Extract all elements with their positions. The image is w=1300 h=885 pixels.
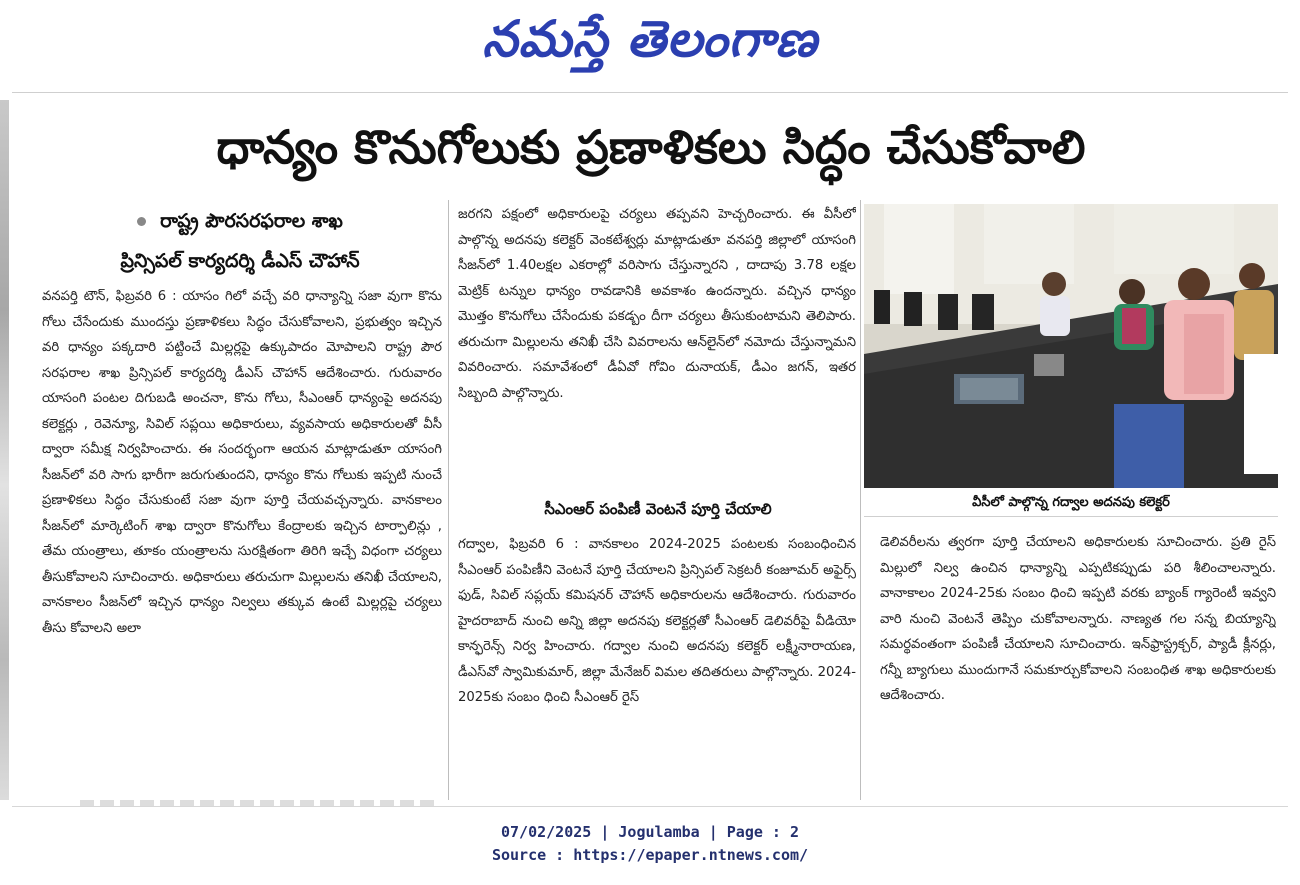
subhead-line1: [40, 210, 440, 237]
news-photo: [864, 204, 1278, 488]
headline: ధాన్యం కొనుగోలుకు ప్రణాళికలు సిద్ధం చేసుకోవాలి: [216, 120, 1086, 174]
column-1-text: వనపర్తి టౌన్, ఫిబ్రవరి 6 : యాసం గిలో వచ్చే వరి ధాన్యాన్ని సజా వుగా కొను గోలు చేసేందుకు ముందస్తు ప్రణాళికలు సిద్ధం చేసుకోవాలని, ప్రభుత్వం ఇచ్చిన వరి ధాన్యం పక్కదారి పట్టించే మిల్లర్లపై ఉక్కుపాదం మోపాలని రాష్ట్ర పౌర సరఫరాల శాఖ ప్రిన్సిపల్ కార్యదర్శి డీఎస్ చౌహాన్ ఆదేశించారు. గురువారం యాసంగి పంటల దిగుబడి అంచనా, కొను గోలు, సీఎంఆర్ ధాన్యంపై అదనపు కలెక్టర్లు , రెవెన్యూ, సివిల్ సప్లయి అధికారులు, వ్యవసాయ అధికారులతో వీసీ ద్వారా సమీక్ష నిర్వహించారు. ఈ సందర్భంగా ఆయన మాట్లాడుతూ యాసంగి సీజన్‌లో వరి సాగు భారీగా జరుగుతుందని, ధాన్యం కొను గోలుకు ఇప్పటి నుంచే ప్రణాళికలు సిద్ధం చేసుకుంటే సజా వుగా పూర్తి చేయవచ్చన్నారు. వానకాలం సీజన్‌లో మార్కెటింగ్ శాఖ ద్వారా కొనుగోలు కేంద్రాలకు ఇచ్చిన టార్పాలిన్లు , తేమ యంత్రాలు, తూకం యంత్రాలను సురక్షితంగా తిరిగి ఇచ్చే విధంగా చర్యలు తీసుకోవాలని సూచించారు. అధికారులు తరుచుగా మిల్లులను తనిఖీ చేయాలని, వానకాలం సీజన్‌లో ఇచ్చిన ధాన్యం నిల్వలు తక్కువ ఉంటే మిల్లర్లపై చర్యలు తీసు కోవాలని అలా: [42, 289, 442, 636]
column-3-text: డెలివరీలను త్వరగా పూర్తి చేయాలని అధికారులకు సూచించారు. ప్రతి రైస్ మిల్లులో నిల్వ ఉంచిన ధాన్యాన్ని ఎప్పటికప్పుడు పరి శీలించాలన్నారు. వానాకాలం 2024-25కు సంబం ధించి ఇప్పటి వరకు బ్యాంక్ గ్యారెంటీ ఇవ్వని వారి నుంచి వెంటనే తెప్పిం చుకోవాలన్నారు. నాణ్యత గల సన్న బియ్యాన్ని సమర్థవంతంగా పంపిణీ చేయాలని సూచించారు. ఇన్‌ఫ్రాస్ట్రక్చర్, ప్యాడీ క్లీనర్లు, గన్నీ బ్యాగులు ముందుగానే సమకూర్చుకోవాలని సంబంధిత శాఖ అధికారులకు ఆదేశించారు.: [880, 535, 1276, 703]
column-3: [880, 530, 1276, 790]
bottom-rule: [12, 806, 1288, 807]
masthead-rule: [12, 92, 1288, 93]
column-rule-1: [448, 200, 449, 800]
column-rule-2: [860, 200, 861, 800]
photo-caption: వీసీలో పాల్గొన్న గద్వాల అదనపు కలెక్టర్: [864, 490, 1278, 517]
column-2b: [458, 532, 856, 792]
subhead-line2: ప్రిన్సిపల్ కార్యదర్శి డీఎస్ చౌహాన్: [120, 250, 360, 272]
footer-date-line: 07/02/2025 | Jogulamba | Page : 2: [500, 823, 799, 841]
bullet-icon: [137, 217, 146, 226]
footer-source-line: Source : https://epaper.ntnews.com/: [491, 846, 809, 864]
photo-illustration: [864, 204, 1278, 488]
column-2b-text: గద్వాల, ఫిబ్రవరి 6 : వానకాలం 2024-2025 పంటలకు సంబంధించిన సీఎంఆర్ పంపిణీని వెంటనే పూర్తి చేయాలని ప్రిన్సిపల్ సెక్రటరీ కంజూమర్ అఫైర్స్ ఫుడ్, సివిల్ సప్లయ్ కమిషనర్ చౌహాన్ అధికారులను ఆదేశించారు. గురువారం హైదరాబాద్ నుంచి అన్ని జిల్లా అదనపు కలెక్టర్లతో సీఎంఆర్ డెలివరీపై వీడియో కాన్ఫరెన్స్ నిర్వ హించారు. గద్వాల నుంచి అదనపు కలెక్టర్ లక్ష్మీనారాయణ, డీఎస్‌వో స్వామికుమార్, జిల్లా మేనేజర్ విమల తదితరులు పాల్గొన్నారు. 2024-2025కు సంబం ధించి సీఎంఆర్ రైస్: [458, 537, 856, 705]
column-2-text: జరగని పక్షంలో అధికారులపై చర్యలు తప్పవని హెచ్చరించారు. ఈ వీసీలో పాల్గొన్న అదనపు కలెక్టర్ వెంకటేశ్వర్లు మాట్లాడుతూ వనపర్తి జిల్లాలో యాసంగి సీజన్‌లో 1.40లక్షల ఎకరాల్లో వరిసాగు చేస్తున్నారని , దాదాపు 3.78 లక్షల మెట్రిక్ టన్నుల ధాన్యం రావడానికి అవకాశం ఉందన్నారు. వచ్చిన ధాన్యం మొత్తం కొనుగోలు చేసేందుకు పకడ్బం దీగా చర్యలు తీసుకుంటామని తెలిపారు. తరుచుగా మిల్లులను తనిఖీ చేసి వివరాలను ఆన్‌లైన్‌లో నమోదు చేస్తున్నామని వివరించారు. సమావేశంలో డీఏవో గోవిం దునాయక్, డీఎం జగన్, ఇతర సిబ్బంది పాల్గొన్నారు.: [458, 207, 856, 401]
edge-strip: [0, 100, 9, 800]
column-2: [458, 202, 856, 484]
section-head: సీఎంఆర్ పంపిణీ వెంటనే పూర్తి చేయాలి: [544, 500, 772, 518]
column-1: [42, 284, 442, 796]
subhead-line1-text: రాష్ట్ర పౌరసరఫరాల శాఖ: [160, 210, 343, 232]
masthead-title: నమస్తే తెలంగాణ: [482, 9, 818, 68]
